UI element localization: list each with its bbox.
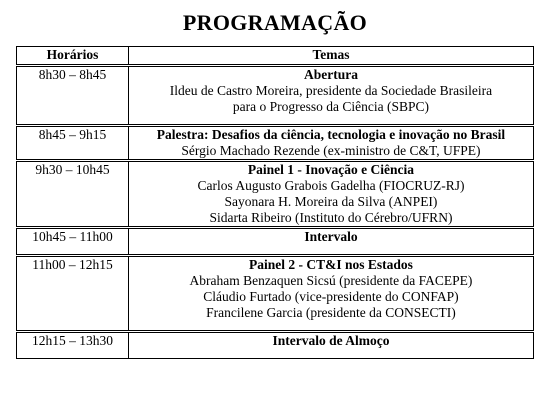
row-title: Painel 2 - CT&I nos Estados: [249, 257, 413, 272]
row-detail: Francilene Garcia (presidente da CONSECTI): [206, 305, 456, 320]
row-topic: [128, 228, 533, 256]
row-detail: Sidarta Ribeiro (Instituto do Cérebro/UFRN): [209, 210, 453, 225]
row-spacer: [132, 349, 530, 358]
row-title: Intervalo: [304, 229, 358, 244]
row-detail: Cláudio Furtado (vice-presidente do CONFAP): [203, 289, 459, 304]
table-header-row: [17, 47, 534, 66]
page-title: PROGRAMAÇÃO: [182, 10, 368, 35]
row-spacer: [132, 245, 530, 254]
row-detail: Abraham Benzaquen Sicsú (presidente da FACEPE): [189, 273, 473, 288]
row-title: Painel 1 - Inovação e Ciência: [247, 162, 415, 177]
table-row: [17, 332, 534, 359]
row-detail: Carlos Augusto Grabois Gadelha (FIOCRUZ-RJ): [197, 178, 465, 193]
row-topic: [128, 126, 533, 161]
row-detail: Sayonara H. Moreira da Silva (ANPEI): [224, 194, 438, 209]
row-time: 8h45 – 9h15: [17, 126, 129, 161]
row-detail: para o Progresso da Ciência (SBPC): [232, 99, 429, 114]
row-title: Intervalo de Almoço: [272, 333, 390, 348]
table-row: [17, 228, 534, 256]
row-time: 12h15 – 13h30: [17, 332, 129, 359]
row-title: Abertura: [303, 67, 358, 82]
table-row: [17, 66, 534, 126]
row-topic: [128, 66, 533, 126]
table-row: [17, 256, 534, 332]
row-time: 11h00 – 12h15: [17, 256, 129, 332]
row-time: 10h45 – 11h00: [17, 228, 129, 256]
table-row: [17, 161, 534, 228]
row-topic: [128, 332, 533, 359]
row-topic: [128, 161, 533, 228]
row-spacer: [132, 115, 530, 124]
header-time: Horários: [17, 47, 129, 66]
header-topic: Temas: [128, 47, 533, 66]
row-time: 8h30 – 8h45: [17, 66, 129, 126]
row-title: Palestra: Desafios da ciência, tecnologia e inovação no Brasil: [156, 127, 506, 142]
row-detail: Ildeu de Castro Moreira, presidente da Sociedade Brasileira: [169, 83, 493, 98]
row-time: 9h30 – 10h45: [17, 161, 129, 228]
row-topic: [128, 256, 533, 332]
table-row: [17, 126, 534, 161]
schedule-table: [16, 46, 534, 359]
row-spacer: [132, 321, 530, 330]
row-detail: Sérgio Machado Rezende (ex-ministro de C&T, UFPE): [181, 143, 481, 158]
